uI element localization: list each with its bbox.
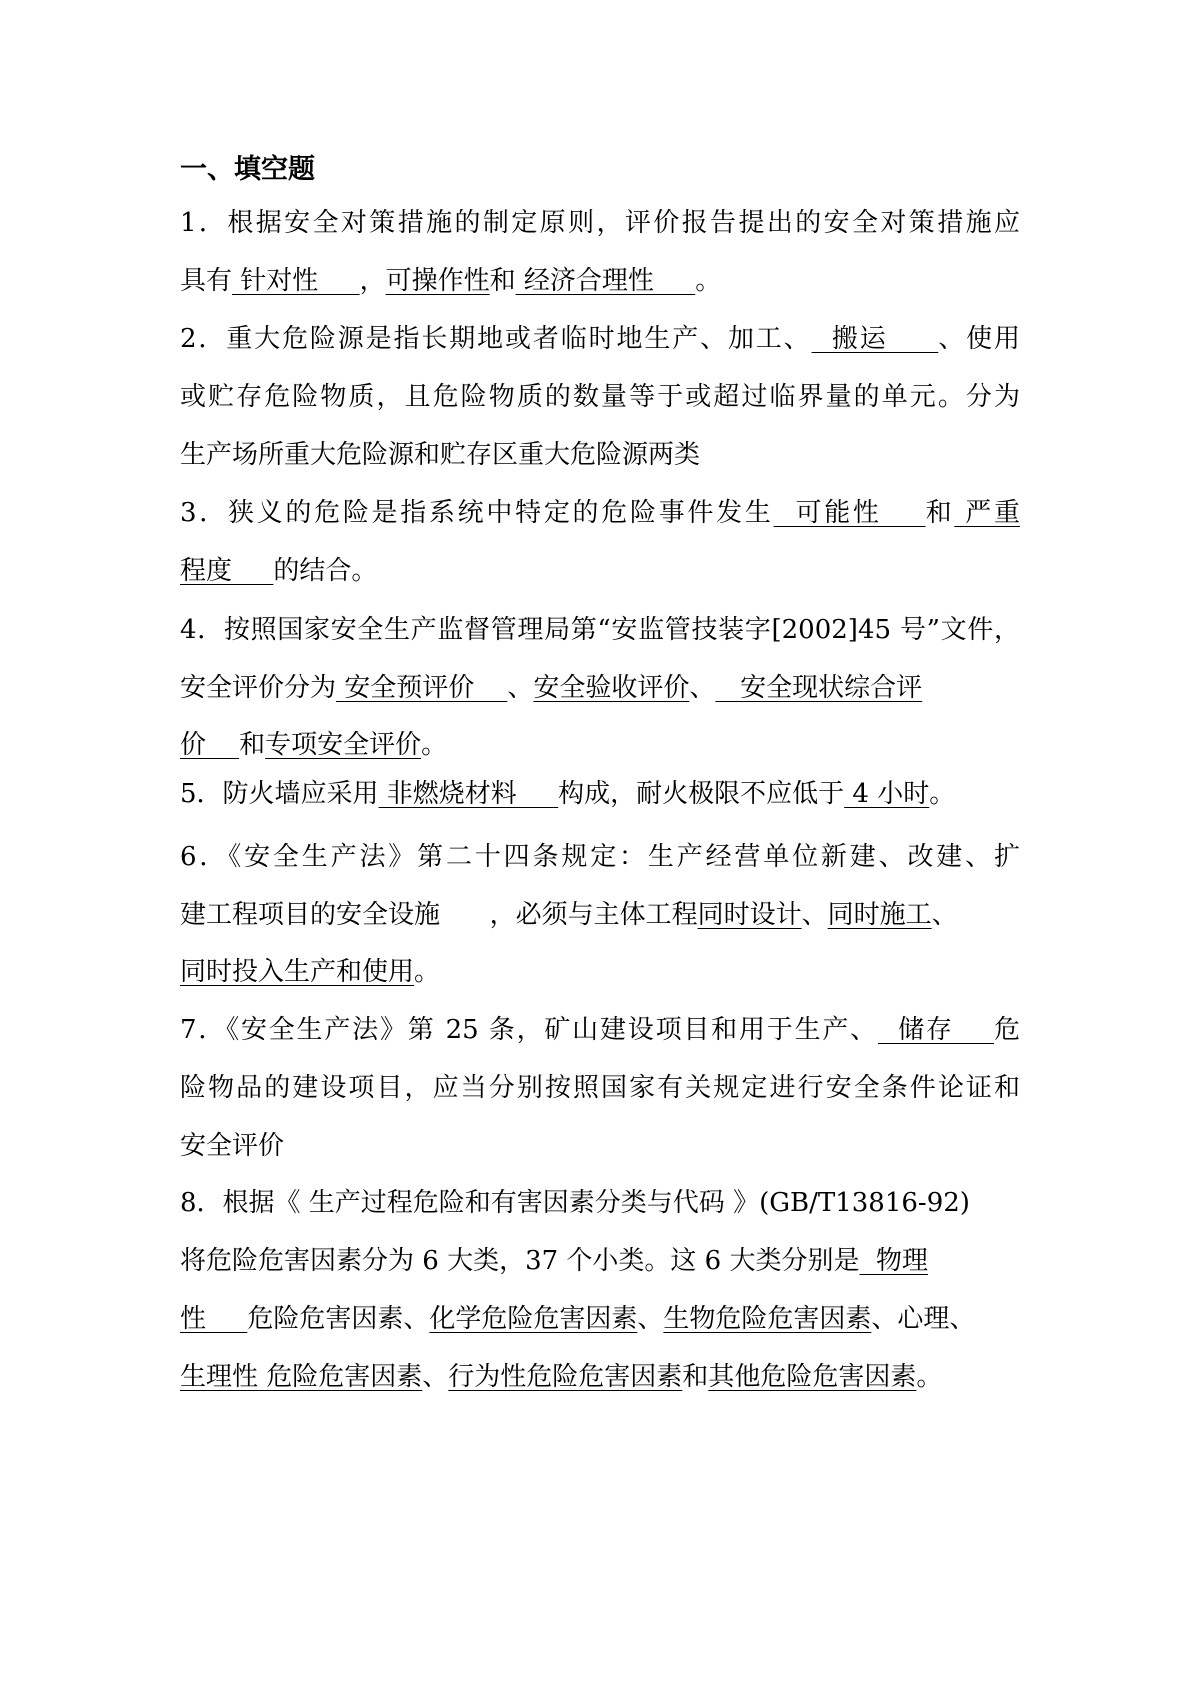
q7-line-3 — [180, 1126, 1020, 1166]
q1-answer-3: 经济合理性 — [515, 266, 696, 296]
q3-answer-2-cont: 程度 — [180, 556, 274, 586]
q1-line-1 — [180, 203, 1020, 243]
q3-text: 的结合。 — [273, 556, 378, 586]
q8-text: 危险危害因素、 — [247, 1304, 430, 1334]
q3-text: 和 — [925, 498, 955, 528]
q7-text: 安全评价 — [180, 1131, 285, 1161]
q2-line-1 — [180, 319, 1020, 359]
q2-line-2 — [180, 377, 1020, 417]
q8-answer-1-cont: 性 — [180, 1304, 248, 1334]
q6-line-2 — [180, 895, 1020, 935]
q6-answer-2: 同时施工 — [827, 900, 932, 930]
q5-text: 构成，耐火极限不应低于 — [558, 779, 845, 809]
q1-text: 1．根据安全对策措施的制定原则，评价报告提出的安全对策措施应 — [180, 208, 1020, 238]
q6-blank — [440, 900, 490, 930]
q3-answer-2: 严重 — [954, 498, 1020, 528]
q1-text: 。 — [695, 266, 722, 296]
q6-text: 6．《安全生产法》第二十四条规定：生产经营单位新建、改建、扩 — [180, 842, 1020, 872]
q4-text: 、 — [507, 673, 534, 703]
q8-text: 和 — [682, 1362, 709, 1392]
q1-answer-1: 针对性 — [232, 266, 360, 296]
q1-line-2 — [180, 261, 1020, 301]
q2-text: 、使用 — [938, 324, 1020, 354]
q8-answer-2: 化学危险危害因素 — [429, 1304, 638, 1334]
q4-line-2 — [180, 668, 1020, 708]
q4-answer-1: 安全预评价 — [336, 673, 508, 703]
q6-text: 、 — [801, 900, 828, 930]
q8-text: 。 — [916, 1362, 943, 1392]
q4-text: 。 — [421, 730, 448, 760]
q8-answer-1: 物理 — [859, 1246, 929, 1276]
q4-answer-3-cont: 价 — [180, 730, 240, 760]
q8-answer-5: 行为性危险危害因素 — [448, 1362, 683, 1392]
q8-answer-3: 生物危险危害因素 — [663, 1304, 872, 1334]
q5-line-1 — [180, 774, 1020, 814]
q3-line-1 — [180, 493, 1020, 533]
q6-line-3 — [180, 952, 1020, 992]
q8-text: 、 — [637, 1304, 664, 1334]
q4-text: 安全评价分为 — [180, 673, 337, 703]
q5-text: 5．防火墙应采用 — [180, 779, 379, 809]
q6-text: 、 — [931, 900, 958, 930]
q6-text: 。 — [414, 957, 441, 987]
q2-answer-1: 搬运 — [811, 324, 939, 354]
q7-line-1 — [180, 1010, 1020, 1050]
q3-line-2 — [180, 551, 1020, 591]
q5-answer-2: 4 小时 — [844, 779, 930, 809]
q4-line-1 — [180, 610, 1020, 650]
q4-text: 和 — [239, 730, 266, 760]
q4-line-3 — [180, 725, 1020, 765]
q7-text: 危 — [993, 1015, 1020, 1045]
q6-line-1 — [180, 837, 1020, 877]
q8-line-1 — [180, 1183, 1020, 1223]
q8-answer-4: 生理性 危险危害因素 — [180, 1362, 423, 1392]
q7-text: 险物品的建设项目，应当分别按照国家有关规定进行安全条件论证和 — [180, 1073, 1020, 1103]
q8-line-2 — [180, 1241, 1020, 1281]
q2-line-3 — [180, 435, 1020, 475]
q8-text: 8．根据《 生产过程危险和有害因素分类与代码 》(GB/T13816-92) — [180, 1188, 970, 1218]
q8-line-3 — [180, 1299, 1020, 1339]
q1-text: 和 — [489, 266, 516, 296]
q2-text: 生产场所重大危险源和贮存区重大危险源两类 — [180, 440, 701, 470]
q5-text: 。 — [929, 779, 956, 809]
q6-answer-1: 同时设计 — [697, 900, 802, 930]
q8-answer-6: 其他危险危害因素 — [708, 1362, 917, 1392]
q4-answer-2: 安全验收评价 — [533, 673, 690, 703]
q7-line-2 — [180, 1068, 1020, 1108]
q8-text: 将危险危害因素分为 6 大类，37 个小类。这 6 大类分别是 — [180, 1246, 860, 1276]
q1-text: 具有 — [180, 266, 233, 296]
q8-line-4 — [180, 1357, 1020, 1397]
q7-text: 7．《安全生产法》第 25 条，矿山建设项目和用于生产、 — [180, 1015, 878, 1045]
q8-text: 、心理、 — [871, 1304, 976, 1334]
q4-text: 、 — [689, 673, 716, 703]
q6-answer-3: 同时投入生产和使用 — [180, 957, 415, 987]
q3-text: 3．狭义的危险是指系统中特定的危险事件发生 — [180, 498, 774, 528]
q6-text: ，必须与主体工程 — [489, 900, 698, 930]
q2-text: 或贮存危险物质，且危险物质的数量等于或超过临界量的单元。分为 — [180, 382, 1020, 412]
q2-text: 2．重大危险源是指长期地或者临时地生产、加工、 — [180, 324, 812, 354]
q4-answer-4: 专项安全评价 — [265, 730, 422, 760]
q3-answer-1: 可能性 — [773, 498, 926, 528]
q8-text: 、 — [422, 1362, 449, 1392]
q7-answer-1: 储存 — [877, 1015, 994, 1045]
q5-answer-1: 非燃烧材料 — [378, 779, 559, 809]
q4-text: 4．按照国家安全生产监督管理局第“安监管技装字[2002]45 号”文件， — [180, 615, 1020, 645]
q4-answer-3: 安全现状综合评 — [715, 673, 923, 703]
section-title: 一、填空题 — [180, 154, 315, 185]
q6-text: 建工程项目的安全设施 — [180, 900, 441, 930]
q1-answer-2: 可操作性 — [385, 266, 490, 296]
q1-text: ， — [359, 266, 386, 296]
